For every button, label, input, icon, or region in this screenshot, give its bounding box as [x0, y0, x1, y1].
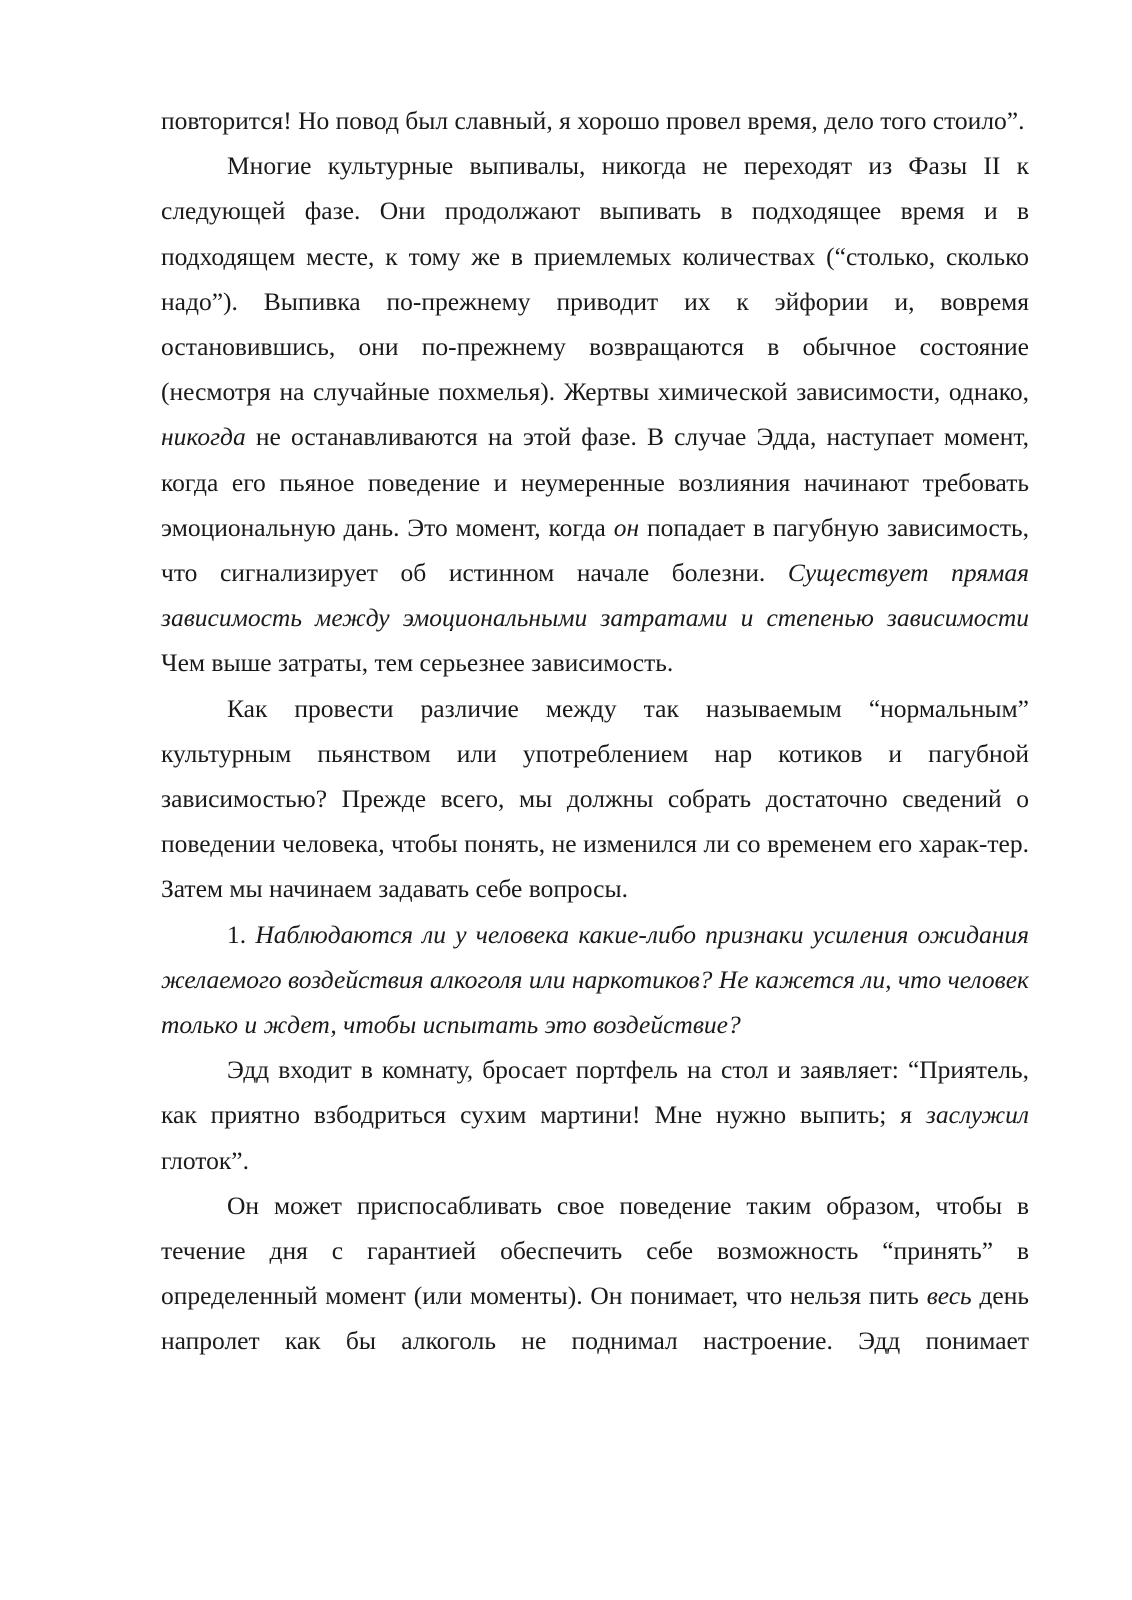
italic-text-segment: заслужил [925, 1100, 1029, 1130]
italic-text-segment: он [613, 512, 640, 542]
text-segment: глоток”. [161, 1145, 249, 1175]
text-segment: не останавливаются на этой фазе. В случае Эдда, наступает момент, когда его пьяное поведение и неумеренные возлияния начинают требовать эмоциональную дань. Это момент, когда [161, 422, 1029, 542]
italic-text-segment: Наблюдаются ли у человека какие-либо признаки усиления ожидания желаемого воздействия алкоголя или наркотиков? Не кажется ли, что человек только и ждет, чтобы испытать это воздействие? [161, 919, 1030, 1040]
paragraph-edd-example [161, 1047, 1029, 1183]
text-segment: день напролет как бы алкоголь не поднимал настроение. Эдд понимает [161, 1281, 1029, 1356]
text-segment: Чем выше затраты, тем серьезнее зависимость. [161, 648, 674, 678]
paragraph-continuation [161, 98, 1029, 143]
italic-text-segment: никогда [161, 422, 246, 452]
document-page [161, 98, 1029, 1364]
text-segment: 1. [227, 919, 256, 949]
question-1 [161, 912, 1029, 1048]
paragraph-schedule-behavior [161, 1183, 1029, 1364]
text-segment: повторится! Но повод был славный, я хорошо провел время, дело того стоило”. [161, 106, 1025, 135]
text-segment: Многие культурные выпивалы, никогда не переходят из Фазы II к следующей фазе. Они продолжают выпивать в подходящее время и в подходящем месте, к тому же в приемлемых количествах (“столько, сколько надо”). Выпивка по-прежнему приводит их к эйфории и, вовремя остановившись, они по-прежнему возвращаются в обычное состояние (несмотря на случайные похмелья). Жертвы химической зависимости, однако, [161, 151, 1029, 407]
italic-text-segment: Существует прямая зависимость между эмоциональными затратами и степенью зависимости [161, 558, 1030, 633]
text-segment: Эдд входит в комнату, бросает портфель на стол и заявляет: “Приятель, как приятно взбодриться сухим мартини! Мне нужно выпить; я [161, 1055, 1029, 1130]
paragraph-cultural-drinkers [161, 143, 1029, 685]
text-segment: Он может приспосабливать свое поведение таким образом, чтобы в течение дня с гарантией обеспечить себе возможность “принять” в определенный момент (или моменты). Он понимает, что нельзя пить [161, 1190, 1029, 1311]
text-segment: попадает в пагубную зависимость, что сигнализирует об истинном начале болезни. [161, 512, 1029, 588]
text-segment: Как провести различие между так называемым “нормальным” культурным пьянством или употреблением нар котиков и пагубной зависимостью? Прежде всего, мы должны собрать достаточно сведений о поведении человека, чтобы понять, не изменился ли со временем его харак-тер. Затем мы начинаем задавать себе вопросы. [161, 693, 1029, 904]
italic-text-segment: весь [926, 1281, 972, 1311]
paragraph-distinguishing-dependency [161, 686, 1029, 912]
